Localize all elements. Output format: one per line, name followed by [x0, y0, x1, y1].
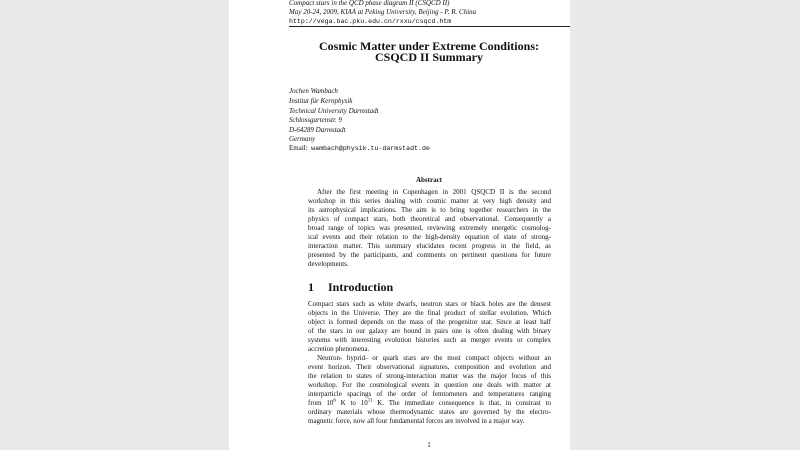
header-date-venue: May 20-24, 2009, KIAA at Peking University, Beijing - P. R. China: [289, 8, 477, 16]
section-title: Introduction: [328, 280, 394, 294]
temp-from: from 10: [308, 399, 334, 407]
paper-page: [229, 0, 570, 450]
title-line-2: CSQCD II Summary: [374, 50, 483, 64]
abstract-line: broad range of topics was presented, reviewing extremely energetic cosmolog-: [308, 224, 551, 232]
section-number: 1: [308, 280, 314, 294]
header-rule: [289, 26, 570, 27]
temp-mid: K to 10: [335, 399, 368, 407]
author-email: [289, 143, 430, 154]
body-line: of the stars in our galaxy are bound in pairs one is often dealing with binary: [308, 327, 551, 335]
abstract-line: developments.: [308, 260, 349, 268]
body-line: Compact stars such as white dwarfs, neutron stars or black holes are the densest: [308, 300, 551, 308]
abstract-line: After the first meeting in Copenhagen in 2001 QSQCD II is the second: [317, 188, 551, 196]
title-line-1: Cosmic Matter under Extreme Conditions:: [319, 39, 539, 53]
author-name: Jochen Wambach: [289, 87, 338, 95]
email-address[interactable]: wambach@physik.tu-darmstadt.de: [311, 145, 430, 152]
email-label: Email:: [289, 144, 308, 152]
abstract-line: its astrophysical implications. The aim is to bring together researchers in the: [308, 206, 551, 214]
affiliation-line: Institut für Kernphysik: [289, 97, 353, 105]
header-conference: Compact stars in the QCD phase diagram II (CSQCD II): [289, 0, 450, 7]
body-line: ordinary materials whose thermodynamic states are governed by the electro-: [308, 408, 551, 416]
abstract-line: workshop in this series dealing with cosmic matter at very high density and: [308, 197, 551, 205]
temp-exponent-high: 11: [367, 398, 373, 404]
abstract-line: presented by the participants, and comments on pertinent questions for future: [308, 251, 551, 259]
temp-rest: K. The immediate consequence is that, in constrast to: [372, 399, 552, 407]
body-line: accretion phenomena.: [308, 345, 370, 353]
affiliation-line: Germany: [289, 135, 316, 143]
section-heading: [308, 280, 393, 295]
affiliation-line: D-64289 Darmstadt: [289, 125, 346, 134]
affiliation-line: Schlossgartenstr. 9: [289, 116, 342, 124]
temp-exponent-low: 6: [333, 398, 336, 404]
header-url-link[interactable]: http://vega.bac.pku.edu.cn/rxxu/csqcd.htm: [289, 18, 452, 25]
body-line: workshop. For the cosmological events in question one deals with matter at: [308, 381, 551, 389]
body-line: the relation to states of strong-interaction matter was the major focus of this: [308, 372, 551, 380]
body-line: Neutron- hyprid- or quark stars are the most compact objects without an: [317, 354, 551, 362]
body-line: objects in the Universe. They are the final product of stellar evolution. Which: [308, 309, 551, 317]
affiliation-line: Technical University Darmstadt: [289, 106, 379, 115]
paper-title: [229, 41, 570, 63]
body-line: systems with interesting evolution histories such as merger events or complex: [308, 336, 551, 344]
abstract-line: ical events and their relation to the high-density equation of state of strong-: [308, 233, 551, 241]
body-line: event horizon. Their observational signatures, composition and evolution and: [308, 363, 551, 371]
body-line: interparticle spacings of the order of femtometers and temperatures ranging: [308, 390, 551, 398]
abstract-line: physics of compact stars, both theoretical and observational. Consequently a: [308, 215, 551, 223]
abstract-line: interaction matter. This summary elucidates recent progress in the field, as: [308, 242, 551, 250]
body-line: magnetic force, now all four fundamental forces are involved in a major way.: [308, 417, 525, 425]
page-number: 1: [427, 441, 431, 449]
body-line: object is formed depends on the mass of the progenitor star. Since at least half: [308, 318, 551, 326]
temperature-range-line: [308, 399, 551, 408]
abstract-heading: Abstract: [415, 176, 443, 184]
